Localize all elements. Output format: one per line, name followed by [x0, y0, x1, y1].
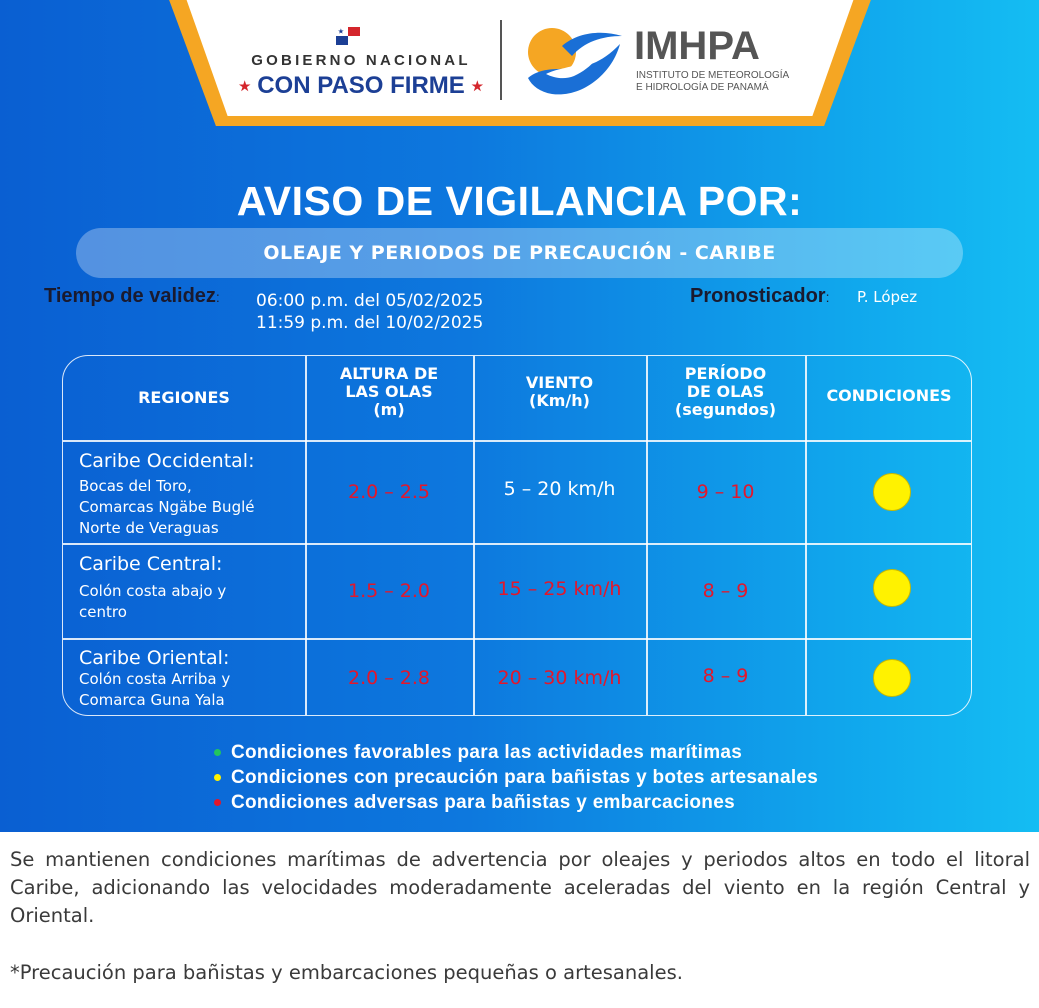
wave-period-value: 8 – 9	[702, 664, 749, 687]
imhpa-fullname-line-2: E HIDROLOGÍA DE PANAMÁ	[636, 82, 769, 93]
government-motto	[236, 72, 486, 100]
header-wave-period-line-2: DE OLAS	[686, 382, 765, 401]
header-wave-period	[646, 356, 805, 440]
header-wave-period-line-3: (segundos)	[674, 400, 777, 419]
header-divider	[500, 20, 502, 100]
government-logo	[236, 24, 486, 104]
validity-label: Tiempo de validez:	[44, 285, 220, 307]
header-wave-height-line-1: ALTURA DE	[339, 364, 439, 383]
condition-cell	[805, 543, 972, 638]
wind-value: 15 – 25 km/h	[497, 577, 622, 600]
legend-item-label: Condiciones con precaución para bañistas y botes artesanales	[231, 766, 819, 788]
star-icon: ★	[471, 78, 484, 94]
condition-indicator	[873, 473, 911, 511]
header-wave-period-line-1: PERÍODO	[684, 364, 767, 383]
table-row-region	[63, 638, 305, 716]
region-detail: Colón costa abajo y	[79, 582, 227, 600]
region-detail: Norte de Veraguas	[79, 519, 219, 537]
validity-to: 11:59 p.m. del 10/02/2025	[256, 313, 484, 333]
region-name: Caribe Oriental:	[79, 647, 230, 669]
forecaster-name: P. López	[857, 288, 918, 306]
summary-paragraph: Se mantienen condiciones marítimas de advertencia por oleajes y periodos altos en todo el litoral Caribe, adicionando las velocidades moderadamente aceleradas del viento en la región Central y Oriental.	[10, 848, 1030, 927]
region-detail: centro	[79, 603, 127, 621]
header-regions: REGIONES	[138, 388, 230, 407]
page-title: AVISO DE VIGILANCIA POR:	[236, 178, 803, 224]
imhpa-logo-icon	[522, 24, 626, 98]
condition-indicator	[873, 569, 911, 607]
red-dot-icon	[214, 799, 221, 806]
region-detail: Comarca Guna Yala	[79, 691, 225, 709]
region-name: Caribe Occidental:	[79, 450, 255, 472]
header-wave-height-line-2: LAS OLAS	[345, 382, 433, 401]
header-wind	[473, 356, 646, 440]
subtitle-banner: OLEAJE Y PERIODOS DE PRECAUCIÓN - CARIBE	[76, 228, 963, 278]
wave-period-value: 8 – 9	[702, 579, 749, 602]
table-row-region	[63, 440, 305, 543]
forecaster-label-text: Pronosticador	[690, 285, 826, 307]
yellow-dot-icon	[214, 774, 221, 781]
panama-flag-icon	[336, 27, 360, 45]
green-dot-icon	[214, 749, 221, 756]
header-wind-line-2: (Km/h)	[529, 391, 590, 410]
star-icon: ★	[238, 78, 251, 94]
precaution-note: *Precaución para bañistas y embarcaciones pequeñas o artesanales.	[10, 961, 683, 984]
table-row-region	[63, 543, 305, 638]
legend	[214, 740, 818, 815]
header-wave-height	[305, 356, 473, 440]
imhpa-name: IMHPA	[634, 24, 760, 68]
validity-label-text: Tiempo de validez	[44, 285, 216, 307]
condition-cell	[805, 440, 972, 543]
wave-height-value: 2.0 – 2.5	[347, 480, 430, 503]
forecast-table	[62, 355, 972, 716]
wave-height-value: 1.5 – 2.0	[347, 579, 430, 602]
legend-item-adverse	[214, 790, 818, 815]
legend-item-caution	[214, 765, 818, 790]
region-detail: Colón costa Arriba y	[79, 670, 231, 688]
region-detail: Bocas del Toro,	[79, 477, 192, 495]
government-title: GOBIERNO NACIONAL	[251, 52, 471, 69]
header-wind-line-1: VIENTO	[525, 373, 594, 392]
condition-indicator	[873, 659, 911, 697]
wind-value: 20 – 30 km/h	[497, 666, 622, 689]
legend-item-label: Condiciones favorables para las actividades marítimas	[231, 741, 743, 763]
forecaster-label: Pronosticador:	[690, 285, 830, 307]
wind-value: 5 – 20 km/h	[503, 477, 616, 500]
imhpa-fullname-line-1: INSTITUTO DE METEOROLOGÍA	[636, 70, 790, 81]
wave-period-value: 9 – 10	[696, 480, 755, 503]
government-motto-text: CON PASO FIRME	[257, 72, 465, 99]
condition-cell	[805, 638, 972, 716]
header-conditions: CONDICIONES	[826, 386, 952, 405]
legend-item-label: Condiciones adversas para bañistas y embarcaciones	[231, 791, 735, 813]
header-wave-height-line-3: (m)	[373, 400, 405, 419]
legend-item-favorable	[214, 740, 818, 765]
imhpa-fullname	[636, 70, 836, 94]
validity-from: 06:00 p.m. del 05/02/2025	[256, 291, 484, 311]
wave-height-value: 2.0 – 2.8	[347, 666, 430, 689]
region-detail: Comarcas Ngäbe Buglé	[79, 498, 255, 516]
region-name: Caribe Central:	[79, 553, 223, 575]
